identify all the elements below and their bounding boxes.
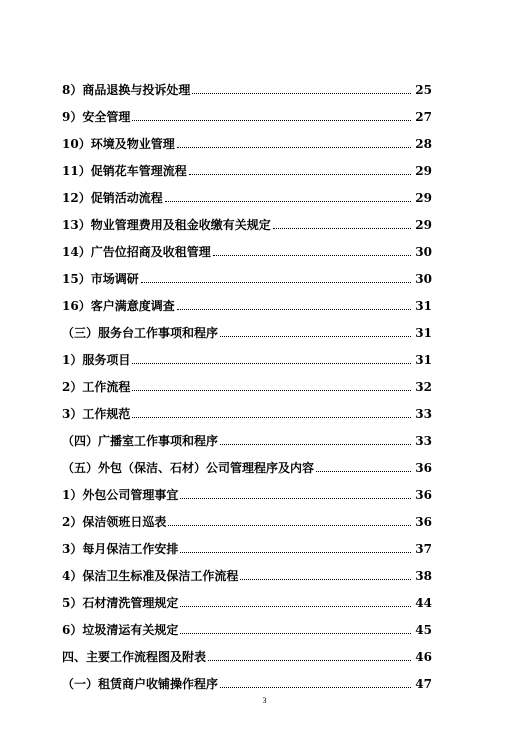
toc-entry[interactable] [62, 206, 432, 233]
toc-entry-title: 13）物业管理费用及租金收缴有关规定 [62, 218, 271, 232]
toc-entry[interactable] [62, 71, 432, 98]
toc-leader-dots [220, 444, 411, 445]
toc-entry-page: 36 [415, 515, 432, 529]
toc-leader-dots [132, 120, 411, 121]
toc-entry[interactable] [62, 314, 432, 341]
toc-entry-page: 38 [415, 569, 432, 583]
toc-entry-title: 12）促销活动流程 [62, 191, 163, 205]
toc-entry-title: 5）石材清洗管理规定 [62, 596, 179, 610]
toc-entry-page: 28 [415, 137, 432, 151]
toc-leader-dots [165, 201, 411, 202]
toc-entry[interactable] [62, 233, 432, 260]
toc-entry-title: （五）外包（保洁、石材）公司管理程序及内容 [62, 461, 315, 475]
toc-leader-dots [240, 579, 411, 580]
toc-entry-title: 2）工作流程 [62, 380, 131, 394]
toc-entry[interactable] [62, 665, 432, 692]
toc-entry[interactable] [62, 368, 432, 395]
toc-leader-dots [168, 525, 411, 526]
toc-entry-title: 3）每月保洁工作安排 [62, 542, 179, 556]
toc-leader-dots [220, 336, 411, 337]
toc-entry-page: 45 [415, 623, 432, 637]
toc-entry-page: 37 [415, 542, 432, 556]
toc-entry[interactable] [62, 152, 432, 179]
toc-entry-title: 11）促销花车管理流程 [62, 164, 187, 178]
toc-entry-page: 29 [415, 218, 432, 232]
toc-leader-dots [132, 417, 411, 418]
toc-leader-dots [208, 660, 411, 661]
toc-leader-dots [180, 498, 411, 499]
table-of-contents [62, 71, 432, 692]
toc-entry-title: 16）客户满意度调查 [62, 299, 175, 313]
toc-entry-title: （三）服务台工作事项和程序 [62, 326, 219, 340]
toc-entry-page: 30 [415, 272, 432, 286]
toc-entry[interactable] [62, 179, 432, 206]
toc-entry-title: 1）服务项目 [62, 353, 131, 367]
toc-entry-title: 四、主要工作流程图及附表 [62, 650, 207, 664]
toc-entry-title: 2）保洁领班日巡表 [62, 515, 167, 529]
toc-entry-title: 6）垃圾清运有关规定 [62, 623, 179, 637]
toc-leader-dots [141, 282, 411, 283]
toc-entry-page: 33 [415, 434, 432, 448]
toc-entry[interactable] [62, 395, 432, 422]
toc-entry-page: 31 [415, 299, 432, 313]
toc-entry[interactable] [62, 611, 432, 638]
toc-entry-title: （四）广播室工作事项和程序 [62, 434, 219, 448]
toc-leader-dots [316, 471, 411, 472]
toc-leader-dots [192, 93, 411, 94]
toc-entry-title: 9）安全管理 [62, 110, 131, 124]
toc-leader-dots [180, 633, 411, 634]
toc-entry[interactable] [62, 476, 432, 503]
toc-entry[interactable] [62, 341, 432, 368]
toc-entry-page: 44 [415, 596, 432, 610]
toc-entry[interactable] [62, 422, 432, 449]
toc-leader-dots [177, 147, 411, 148]
toc-entry-page: 29 [415, 191, 432, 205]
toc-entry-page: 29 [415, 164, 432, 178]
toc-entry-title: 14）广告位招商及收租管理 [62, 245, 211, 259]
toc-leader-dots [177, 309, 411, 310]
toc-entry-page: 31 [415, 353, 432, 367]
toc-entry-title: 8）商品退换与投诉处理 [62, 83, 191, 97]
toc-entry[interactable] [62, 584, 432, 611]
toc-entry-page: 36 [415, 461, 432, 475]
toc-entry[interactable] [62, 125, 432, 152]
toc-leader-dots [189, 174, 411, 175]
toc-leader-dots [132, 390, 411, 391]
toc-entry-page: 30 [415, 245, 432, 259]
toc-entry-page: 47 [415, 677, 432, 691]
toc-entry-page: 33 [415, 407, 432, 421]
toc-entry[interactable] [62, 287, 432, 314]
toc-leader-dots [273, 228, 411, 229]
toc-entry-page: 36 [415, 488, 432, 502]
toc-leader-dots [220, 687, 411, 688]
toc-entry-title: （一）租赁商户收铺操作程序 [62, 677, 219, 691]
toc-entry-title: 1）外包公司管理事宜 [62, 488, 179, 502]
toc-leader-dots [213, 255, 411, 256]
toc-entry-title: 3）工作规范 [62, 407, 131, 421]
toc-entry-title: 15）市场调研 [62, 272, 139, 286]
toc-entry[interactable] [62, 530, 432, 557]
toc-entry[interactable] [62, 449, 432, 476]
toc-entry-page: 25 [415, 83, 432, 97]
toc-entry[interactable] [62, 557, 432, 584]
toc-entry-title: 10）环境及物业管理 [62, 137, 175, 151]
toc-entry[interactable] [62, 260, 432, 287]
toc-entry-page: 32 [415, 380, 432, 394]
toc-leader-dots [132, 363, 411, 364]
toc-entry[interactable] [62, 638, 432, 665]
toc-entry[interactable] [62, 503, 432, 530]
toc-entry[interactable] [62, 98, 432, 125]
toc-entry-page: 27 [415, 110, 432, 124]
toc-leader-dots [180, 552, 411, 553]
toc-leader-dots [180, 606, 411, 607]
toc-entry-page: 46 [415, 650, 432, 664]
toc-entry-title: 4）保洁卫生标准及保洁工作流程 [62, 569, 239, 583]
toc-entry-page: 31 [415, 326, 432, 340]
page-number: 3 [262, 696, 267, 705]
